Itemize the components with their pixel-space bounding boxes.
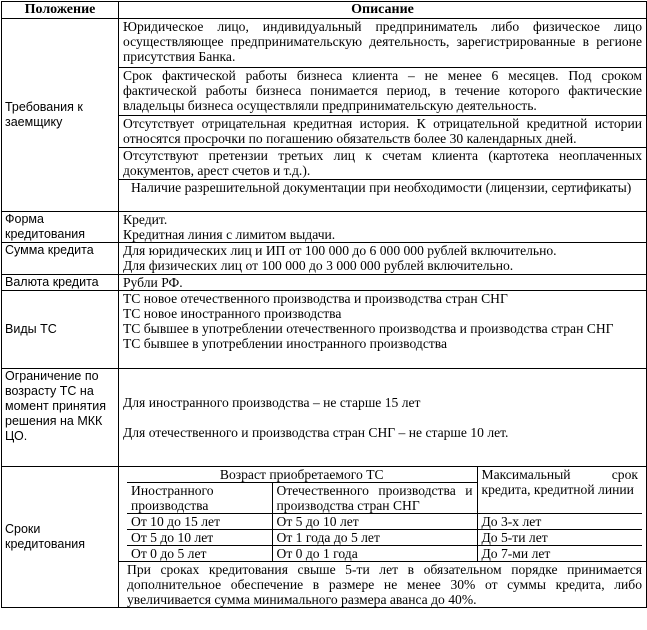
term-foreign: От 10 до 15 лет: [127, 514, 272, 530]
label-terms: Сроки кредитования: [2, 467, 119, 608]
row-currency: [2, 275, 647, 291]
requirement-item: Отсутствуют претензии третьих лиц к счетам клиента (картотека неоплаченных документов, арест счетов и т.д.).: [119, 147, 646, 179]
currency-value: Рубли РФ.: [123, 275, 183, 290]
cell-currency: [119, 275, 647, 291]
header-description: Описание: [119, 2, 647, 19]
label-credit-form: Форма кредитования: [2, 212, 119, 243]
row-requirements: [2, 19, 647, 212]
col-domestic: [272, 483, 477, 514]
vehicle-type-item: ТС новое иностранного производства: [123, 306, 342, 321]
vehicle-type-item: ТС новое отечественного производства и производства стран СНГ: [123, 291, 508, 306]
cell-credit-amount: [119, 243, 647, 275]
row-credit-amount: [2, 243, 647, 275]
requirement-item: Наличие разрешительной документации при необходимости (лицензии, сертификаты): [119, 179, 646, 211]
row-age-limit: [2, 369, 647, 467]
terms-row: [127, 546, 642, 562]
header-row: [2, 2, 647, 19]
label-currency: Валюта кредита: [2, 275, 119, 291]
requirement-item: Юридическое лицо, индивидуальный предприниматель либо физическое лицо осуществляющее предпринимательскую деятельность, зарегистрированные в регионе присутствия Банка.: [123, 19, 642, 64]
terms-header-row: [127, 467, 642, 483]
row-vehicle-types: [2, 291, 647, 369]
terms-note: При сроках кредитования свыше 5-ти лет в обязательном порядке принимается дополнительное обеспечение в размере не менее 30% от суммы кредита, либо увеличивается сумма минимального размера аванса до 40%.: [119, 561, 646, 607]
age-limit-item: Для иностранного производства – не старше 15 лет: [123, 395, 421, 410]
term-max: До 7-ми лет: [477, 546, 642, 562]
cell-vehicle-types: [119, 291, 647, 369]
credit-amount-item: Для физических лиц от 100 000 до 3 000 000 рублей включительно.: [123, 258, 514, 273]
label-requirements: Требования к заемщику: [2, 19, 119, 212]
label-credit-amount: Сумма кредита: [2, 243, 119, 275]
max-term-header: [477, 467, 642, 514]
label-vehicle-types: Виды ТС: [2, 291, 119, 369]
terms-row: [127, 530, 642, 546]
terms-row: [127, 514, 642, 530]
term-domestic: От 5 до 10 лет: [272, 514, 477, 530]
requirement-item: Срок фактической работы бизнеса клиента – не менее 6 месяцев. Под сроком фактической работы бизнеса понимается период, в течение которого фактические владельцы бизнеса осуществляли предпринимательскую деятельность.: [119, 67, 646, 115]
age-limit-item: Для отечественного и производства стран СНГ – не старше 10 лет.: [123, 425, 509, 440]
vehicle-type-item: ТС бывшее в употреблении иностранного производства: [123, 336, 448, 351]
age-header: Возраст приобретаемого ТС: [127, 467, 477, 483]
credit-amount-item: Для юридических лиц и ИП от 100 000 до 6 000 000 рублей включительно.: [123, 243, 557, 258]
term-domestic: От 1 года до 5 лет: [272, 530, 477, 546]
requirement-item: Отсутствует отрицательная кредитная история. К отрицательной кредитной истории относятся просрочки по погашению обязательств более 30 календарных дней.: [119, 115, 646, 147]
label-age-limit: Ограничение по возрасту ТС на момент принятия решения на МКК ЦО.: [2, 369, 119, 467]
row-credit-form: [2, 212, 647, 243]
credit-form-item: Кредитная линия с лимитом выдачи.: [123, 227, 336, 242]
term-max: До 5-ти лет: [477, 530, 642, 546]
term-foreign: От 5 до 10 лет: [127, 530, 272, 546]
row-terms: [2, 467, 647, 608]
max-term-header-text: Максимальный срок кредита, кредитной линии: [481, 467, 638, 497]
credit-form-item: Кредит.: [123, 212, 168, 227]
term-foreign: От 0 до 5 лет: [127, 546, 272, 562]
cell-terms: [119, 467, 647, 608]
term-max: До 3-х лет: [477, 514, 642, 530]
header-position: Положение: [2, 2, 119, 19]
term-domestic: От 0 до 1 года: [272, 546, 477, 562]
cell-requirements: [119, 19, 647, 212]
loan-conditions-table: [1, 1, 647, 608]
cell-age-limit: [119, 369, 647, 467]
vehicle-type-item: ТС бывшее в употреблении отечественного производства и производства стран СНГ: [123, 321, 614, 336]
terms-table: [127, 467, 642, 561]
col-domestic-text: Отечественного производства и производства стран СНГ: [276, 483, 473, 513]
col-foreign: Иностранного производства: [127, 483, 272, 514]
cell-credit-form: [119, 212, 647, 243]
